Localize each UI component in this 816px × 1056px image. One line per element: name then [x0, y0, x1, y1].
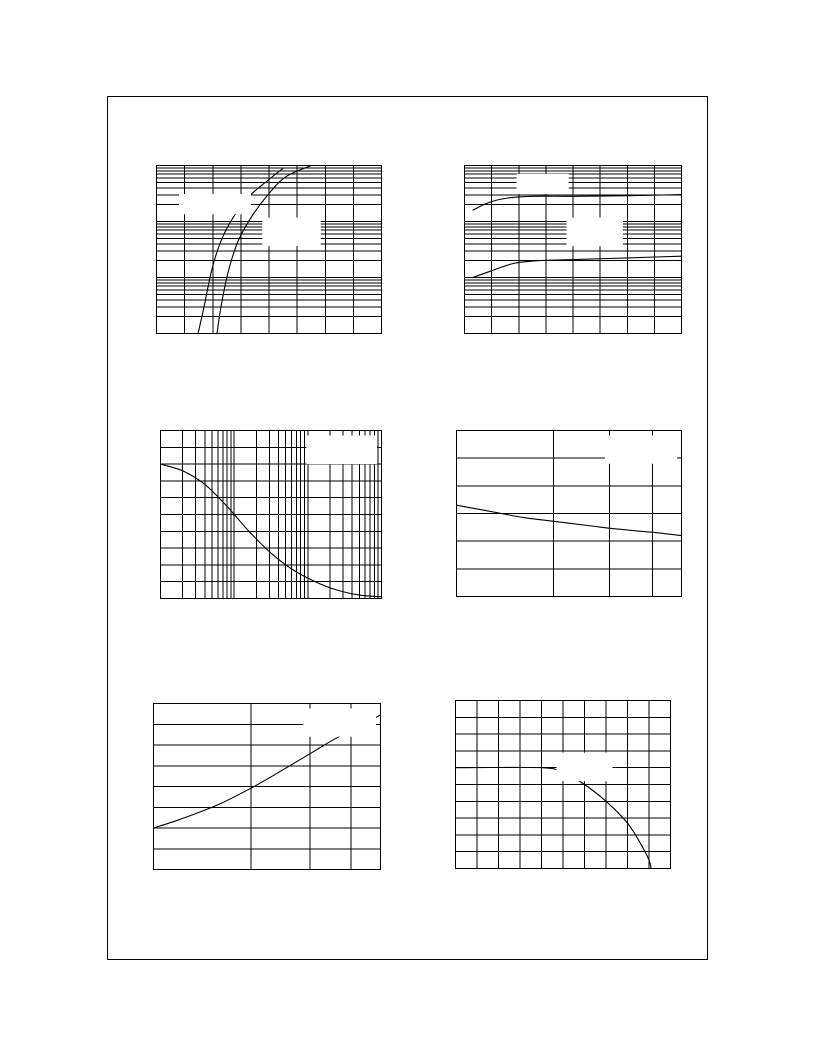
- chart-3: [160, 430, 382, 599]
- label-box: [179, 194, 251, 214]
- chart-1: [156, 165, 382, 334]
- label-box: [566, 218, 622, 247]
- series-line-1: [161, 464, 382, 597]
- series-line-2: [473, 256, 682, 277]
- label-box: [557, 753, 613, 782]
- series-line-1: [457, 505, 682, 535]
- series-line-1: [473, 195, 682, 211]
- chart-5: [153, 703, 381, 870]
- chart-2: [464, 165, 682, 334]
- label-box: [303, 708, 376, 736]
- label-box: [306, 436, 377, 465]
- chart-6: [455, 700, 671, 869]
- chart-4: [456, 430, 682, 597]
- label-box: [605, 435, 677, 463]
- label-box: [262, 218, 321, 247]
- label-box: [517, 174, 569, 194]
